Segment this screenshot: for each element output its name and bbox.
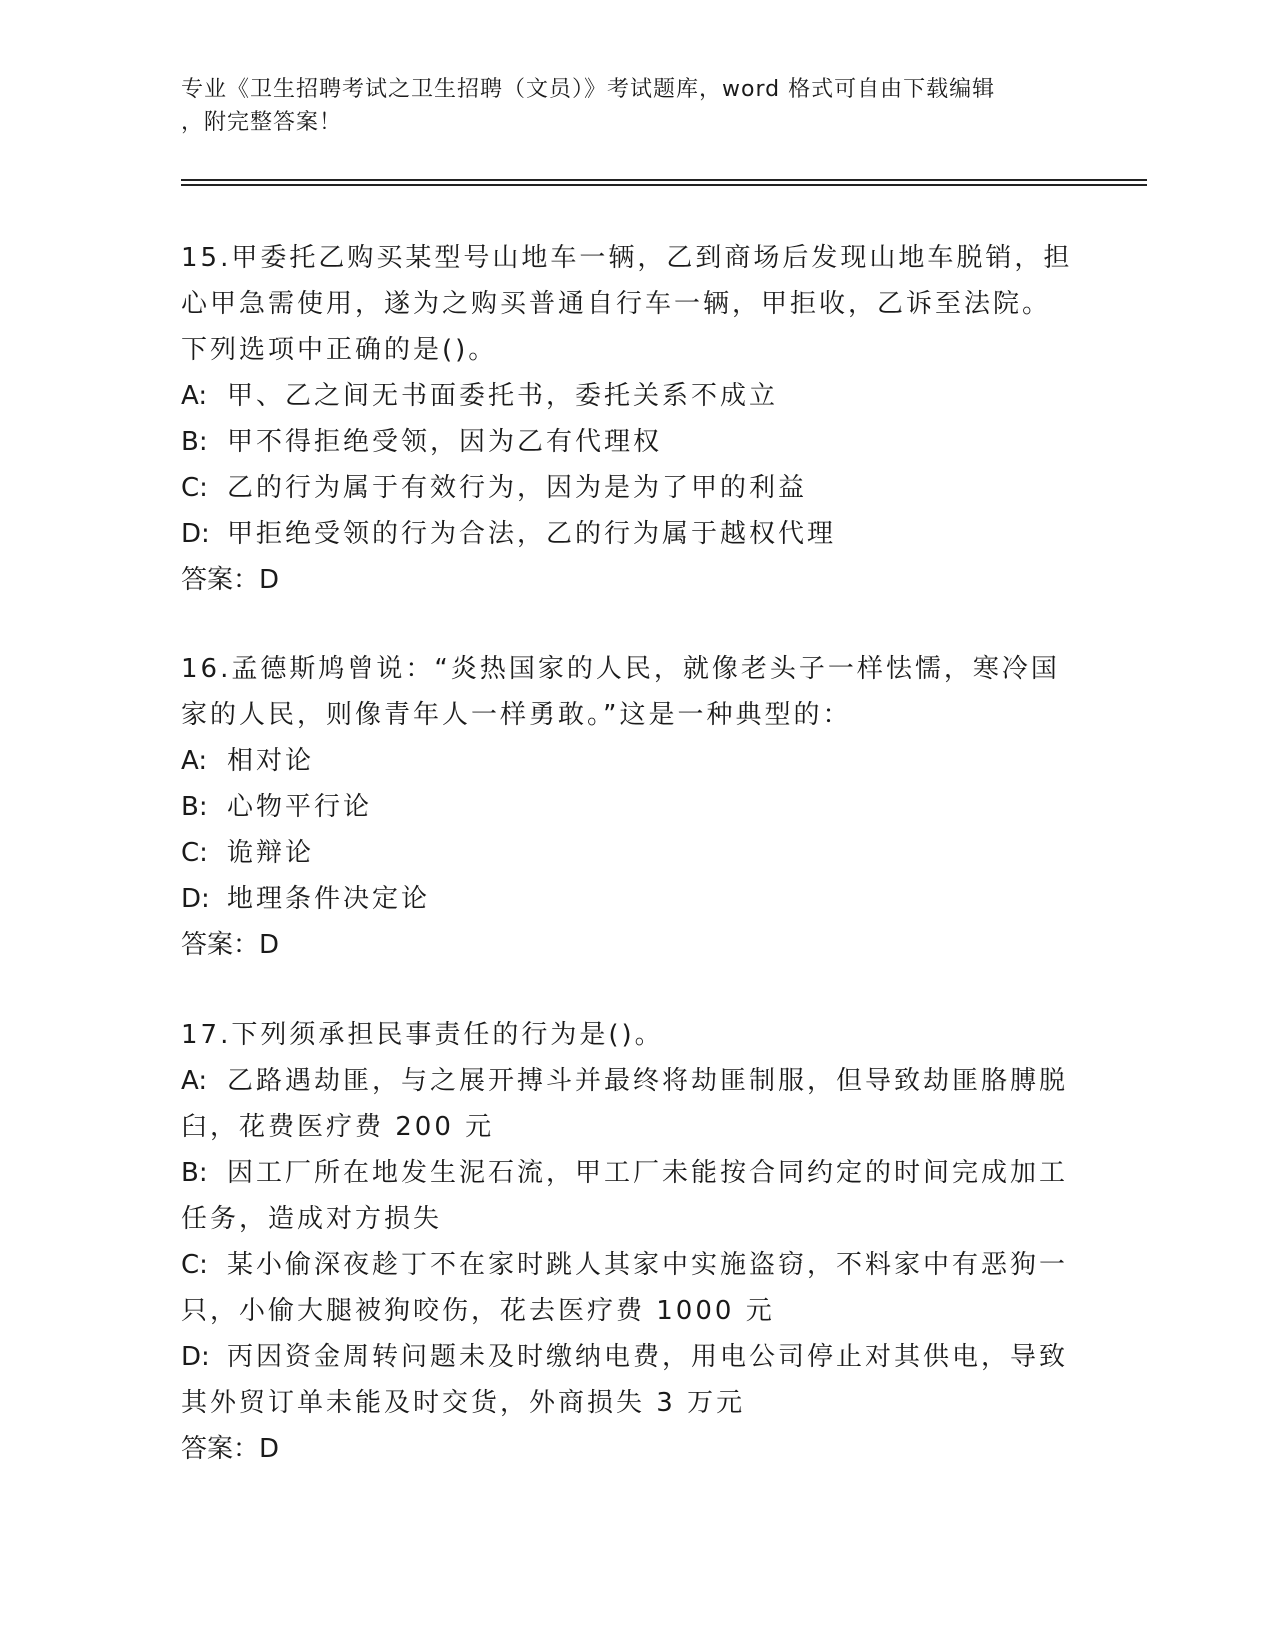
option-text: 某小偷深夜趁丁不在家时跳人其家中实施盗窃，不料家中有恶狗一 xyxy=(227,1250,1069,1280)
option-b-continuation: 任务，造成对方损失 xyxy=(181,1204,443,1234)
question-16 xyxy=(181,646,1081,968)
option-letter: D: xyxy=(181,1342,210,1372)
option-text: 诡辩论 xyxy=(227,838,315,868)
header-line-1: 专业《卫生招聘考试之卫生招聘（文员）》考试题库，word 格式可自由下载编辑 xyxy=(181,77,996,102)
answer: 答案：D xyxy=(181,930,280,960)
option-b xyxy=(181,419,1081,465)
question-text-line: 16.孟德斯鸠曾说：“炎热国家的人民，就像老头子一样怯懦，寒冷国 xyxy=(181,654,1060,684)
option-c xyxy=(181,830,1081,876)
question-text-line: 17.下列须承担民事责任的行为是()。 xyxy=(181,1020,664,1050)
option-d-continuation: 其外贸订单未能及时交货，外商损失 3 万元 xyxy=(181,1388,746,1418)
option-letter: A: xyxy=(181,746,208,776)
option-text: 因工厂所在地发生泥石流，甲工厂未能按合同约定的时间完成加工 xyxy=(227,1158,1069,1188)
question-text-line: 心甲急需使用，遂为之购买普通自行车一辆，甲拒收，乙诉至法院。 xyxy=(181,289,1052,319)
option-text: 地理条件决定论 xyxy=(227,884,431,914)
option-d xyxy=(181,1334,1081,1380)
option-text: 乙路遇劫匪，与之展开搏斗并最终将劫匪制服，但导致劫匪胳膊脱 xyxy=(227,1066,1069,1096)
header-divider-bottom xyxy=(181,184,1147,186)
question-text-line: 家的人民，则像青年人一样勇敢。”这是一种典型的： xyxy=(181,700,852,730)
option-a-continuation: 臼，花费医疗费 200 元 xyxy=(181,1112,495,1142)
option-a xyxy=(181,738,1081,784)
option-a xyxy=(181,373,1081,419)
option-d xyxy=(181,876,1081,922)
option-letter: C: xyxy=(181,473,208,503)
answer: 答案：D xyxy=(181,1434,280,1464)
question-15 xyxy=(181,235,1081,603)
question-text-line: 下列选项中正确的是()。 xyxy=(181,335,498,365)
option-letter: A: xyxy=(181,381,208,411)
option-d xyxy=(181,511,1081,557)
option-letter: B: xyxy=(181,427,208,457)
option-text: 甲拒绝受领的行为合法，乙的行为属于越权代理 xyxy=(227,519,837,549)
option-letter: B: xyxy=(181,1158,208,1188)
header-divider-top xyxy=(181,179,1147,181)
question-17 xyxy=(181,1012,1081,1472)
answer: 答案：D xyxy=(181,565,280,595)
option-c-continuation: 只，小偷大腿被狗咬伤，花去医疗费 1000 元 xyxy=(181,1296,775,1326)
option-text: 甲、乙之间无书面委托书，委托关系不成立 xyxy=(227,381,779,411)
option-b xyxy=(181,1150,1081,1196)
option-a xyxy=(181,1058,1081,1104)
option-text: 乙的行为属于有效行为，因为是为了甲的利益 xyxy=(227,473,808,503)
option-text: 心物平行论 xyxy=(227,792,373,822)
question-text-line: 15.甲委托乙购买某型号山地车一辆，乙到商场后发现山地车脱销，担 xyxy=(181,243,1073,273)
option-text: 甲不得拒绝受领，因为乙有代理权 xyxy=(227,427,663,457)
option-b xyxy=(181,784,1081,830)
option-letter: D: xyxy=(181,884,210,914)
option-c xyxy=(181,1242,1081,1288)
option-letter: C: xyxy=(181,1250,208,1280)
option-text: 相对论 xyxy=(227,746,315,776)
header-line-2: ，附完整答案！ xyxy=(181,110,343,135)
option-letter: B: xyxy=(181,792,208,822)
option-letter: A: xyxy=(181,1066,208,1096)
option-letter: C: xyxy=(181,838,208,868)
document-header xyxy=(181,73,1041,139)
option-c xyxy=(181,465,1081,511)
option-letter: D: xyxy=(181,519,210,549)
option-text: 丙因资金周转问题未及时缴纳电费，用电公司停止对其供电，导致 xyxy=(227,1342,1069,1372)
